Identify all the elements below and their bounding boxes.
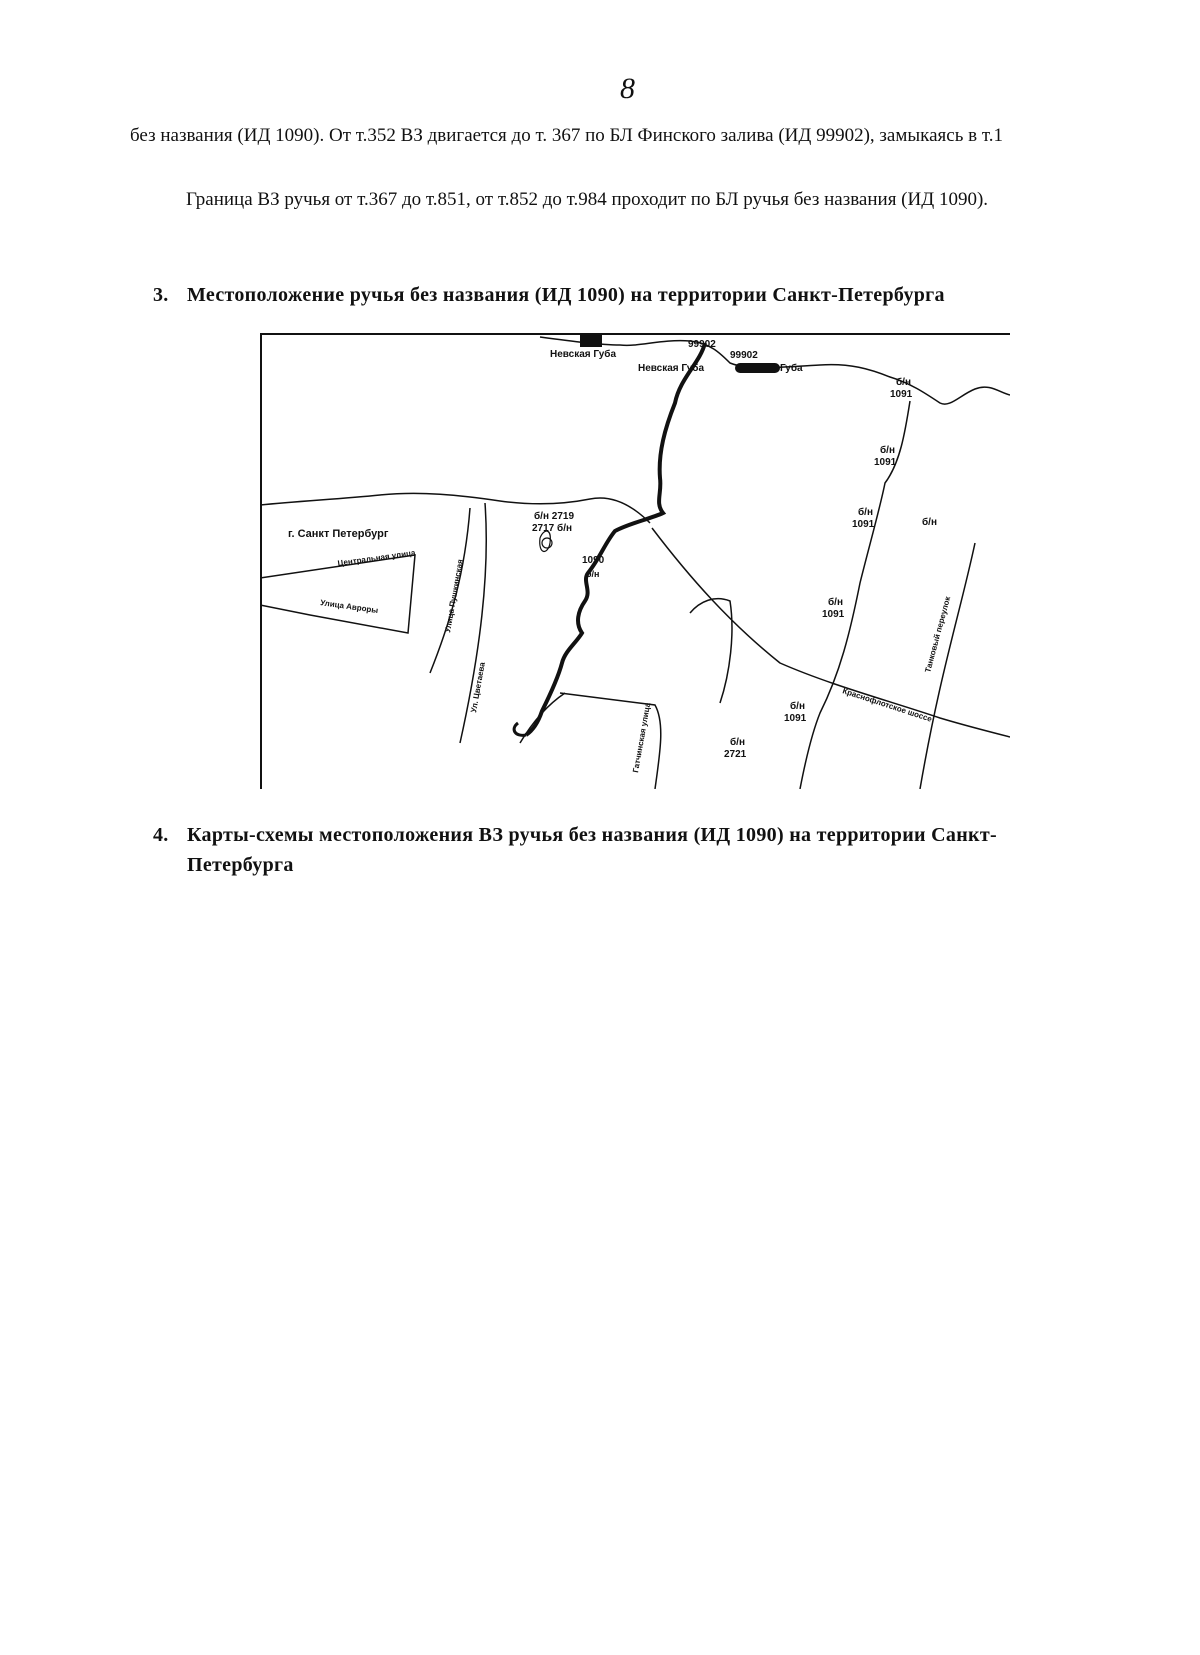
section-3-heading (153, 280, 945, 310)
road-upper-boundary (260, 493, 650, 523)
section-3-number: 3. (153, 284, 169, 306)
map-label-bn-2721-top: б/н (730, 737, 745, 748)
map-label-bn-1091-5-top: б/н (790, 701, 805, 712)
map-label-bn-1091-2-top: б/н (880, 445, 895, 456)
section-3-title: Местоположение ручья без названия (ИД 1090) на территории Санкт-Петербурга (187, 284, 945, 306)
map-label-street-gatchinskaya: Гатчинская улица (631, 702, 653, 774)
page-number: 8 (620, 72, 635, 105)
map-label-1090: 1090 (582, 555, 605, 566)
stream-1090 (526, 343, 705, 735)
map-label-bn-1091-4-bot: 1091 (822, 609, 845, 620)
label-blob-guba (735, 363, 780, 373)
map-label-bn-1091-3-bot: 1091 (852, 519, 875, 530)
section-4-number: 4. (153, 824, 169, 846)
map-label-99902-b: 99902 (730, 350, 758, 361)
label-blob-top (580, 335, 602, 347)
section-4-heading (153, 820, 1148, 880)
map-label-nevskaya-guba-1: Невская Губа (550, 349, 617, 360)
map-label-bn-1091-5-bot: 1091 (784, 713, 807, 724)
location-map (260, 333, 1010, 789)
map-label-bn-1091-1-bot: 1091 (890, 389, 913, 400)
map-label-street-krasnoflotskoe: Краснофлотское шоссе (841, 686, 933, 724)
stream-1090-loop (514, 723, 526, 735)
road-krasnoflotskoe (652, 528, 1010, 737)
map-label-bn-2717: 2717 б/н (532, 523, 573, 534)
map-label-street-tsvetaeva: Ул. Цветаева (469, 661, 487, 714)
section-4-title-line2: Петербурга (187, 854, 294, 876)
map-label-street-central: Центральная улица (337, 548, 416, 568)
map-label-city: г. Санкт Петербург (288, 528, 389, 540)
map-label-bn-1091-2-bot: 1091 (874, 457, 897, 468)
map-label-99902-a: 99902 (688, 339, 716, 350)
map-label-bn-1091-1-top: б/н (896, 377, 911, 388)
map-label-bn-2721-bot: 2721 (724, 749, 747, 760)
paragraph-2: Граница ВЗ ручья от т.367 до т.851, от т.852 до т.984 проходит по БЛ ручья без названия (ИД 1090). (186, 189, 989, 210)
map-label-bn-1091-3-top: б/н (858, 507, 873, 518)
map-label-bn-right: б/н (922, 517, 937, 528)
map-label-bn: б/н (586, 569, 600, 579)
pond-outline (540, 531, 551, 551)
map-label-bn-1091-4-top: б/н (828, 597, 843, 608)
map-label-street-tankovy: Танковый переулок (923, 595, 953, 674)
map-label-street-avrory: Улица Авроры (319, 598, 379, 616)
map-label-bn-2719: б/н 2719 (534, 511, 575, 522)
paragraph-1: без названия (ИД 1090). От т.352 ВЗ двигается до т. 367 по БЛ Финского залива (ИД 99902), замыкаясь в т.1 (130, 125, 1003, 146)
map-label-nevskaya-guba-3: Губа (780, 363, 803, 374)
section-4-title-line1: Карты-схемы местоположения ВЗ ручья без названия (ИД 1090) на территории Санкт- (187, 824, 997, 846)
map-label-nevskaya-guba-2: Невская Губа (638, 363, 705, 374)
map-label-street-pushkinskaya: Улица Пушкинская (443, 558, 465, 634)
